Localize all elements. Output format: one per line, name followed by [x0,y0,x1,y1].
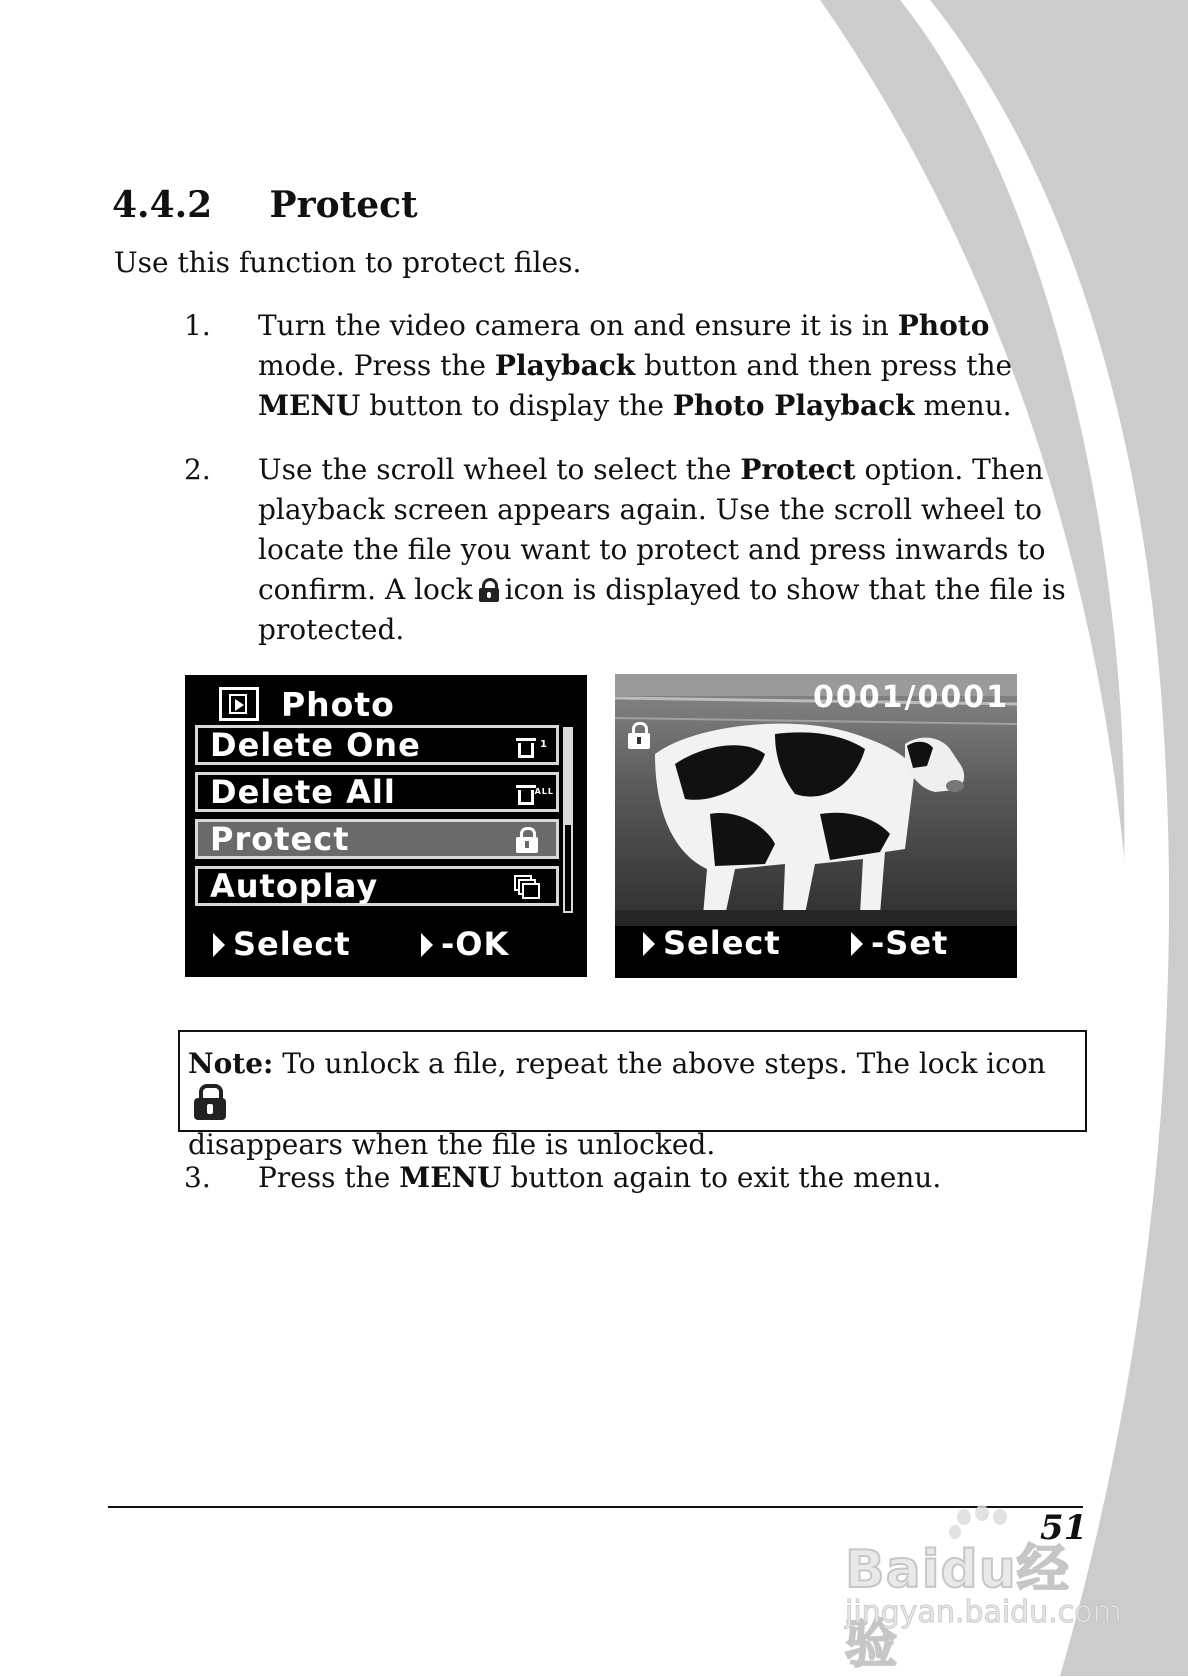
menu-title: Photo [281,685,395,724]
photo-playback-screen [615,674,1017,978]
press-icon [851,932,863,956]
step-text-run: Use the scroll wheel to select the [258,453,741,486]
note-box [178,1030,1087,1161]
step-text-run: icon is displayed to show that the file is protected. [258,573,1066,646]
lock-icon [514,826,540,854]
footer-select-label: Select [663,924,781,962]
section-number: 4.4.2 [112,184,213,226]
photo-footer-bar [615,926,1017,978]
slideshow-icon [514,873,540,901]
section-heading [112,184,418,226]
step-text-run: mode. Press the [258,349,495,382]
menu-item-label: Delete All [210,773,396,811]
step-number: 3. [184,1161,211,1194]
footer-set-label: Set [885,924,949,962]
bold-term: Photo Playback [672,389,915,422]
step-text-run: Press the [258,1161,400,1194]
baidu-watermark [845,1505,1122,1675]
step-text-run: option. Then playback screen appears again. Use the scroll wheel to locate the file you want to protect and press inwards to confirm. A lock [258,453,1046,606]
section-title: Protect [269,184,418,226]
footer-ok: -OK [421,925,509,963]
bold-term: Photo [897,309,990,342]
bold-term: MENU [399,1161,502,1194]
note-text-continued: disappears when the file is unlocked. [188,1128,716,1161]
step-number: 2. [184,453,211,486]
step-text-run: button again to exit the menu. [501,1161,942,1194]
bold-term: Playback [494,349,636,382]
footer-set: -Set [851,924,948,962]
watermark-text: Baidu经验 [845,1540,1070,1675]
bold-term: Protect [740,453,856,486]
bold-term: MENU [258,389,361,422]
step-text-run: button and then press the [635,349,1013,382]
menu-item-protect[interactable] [195,819,559,859]
footer-select [643,924,781,962]
step-text [258,450,1078,650]
icon-subscript: ALL [534,787,554,796]
photo-menu-screen [185,675,587,977]
scroll-wheel-icon [643,932,655,956]
intro-text: Use this function to protect files. [114,246,582,279]
icon-subscript: 1 [540,739,548,750]
menu-list [195,725,559,915]
file-counter: 0001/0001 [813,680,1009,715]
footer-select-label: Select [233,925,351,963]
menu-item-label: Delete One [210,726,421,764]
footer-ok-label: OK [455,925,510,963]
trash-all-icon [514,779,554,807]
lock-icon [627,722,651,750]
trash-one-icon [514,732,548,760]
playback-icon [219,687,259,721]
menu-item-delete-all[interactable] [195,772,559,812]
step-text-run: button to display the [360,389,673,422]
step-number: 1. [184,309,211,342]
press-icon [421,933,433,957]
lock-icon [479,578,499,602]
watermark-url: jingyan.baidu.com [845,1595,1122,1630]
step-text [258,1158,1078,1198]
scroll-wheel-icon [213,933,225,957]
page-number: 51 [1040,1508,1088,1548]
note-label: Note: [188,1047,274,1080]
menu-item-delete-one[interactable] [195,725,559,765]
menu-item-label: Protect [210,820,350,858]
step-text-run: Turn the video camera on and ensure it is in [258,309,898,342]
note-text: To unlock a file, repeat the above steps. The lock icon [273,1047,1046,1080]
step-text-run: menu. [914,389,1012,422]
lock-icon [194,1084,226,1120]
step-text [258,306,1078,426]
menu-scrollbar[interactable] [563,727,573,913]
footer-select [213,925,351,963]
menu-item-autoplay[interactable] [195,866,559,906]
menu-item-label: Autoplay [210,867,379,905]
